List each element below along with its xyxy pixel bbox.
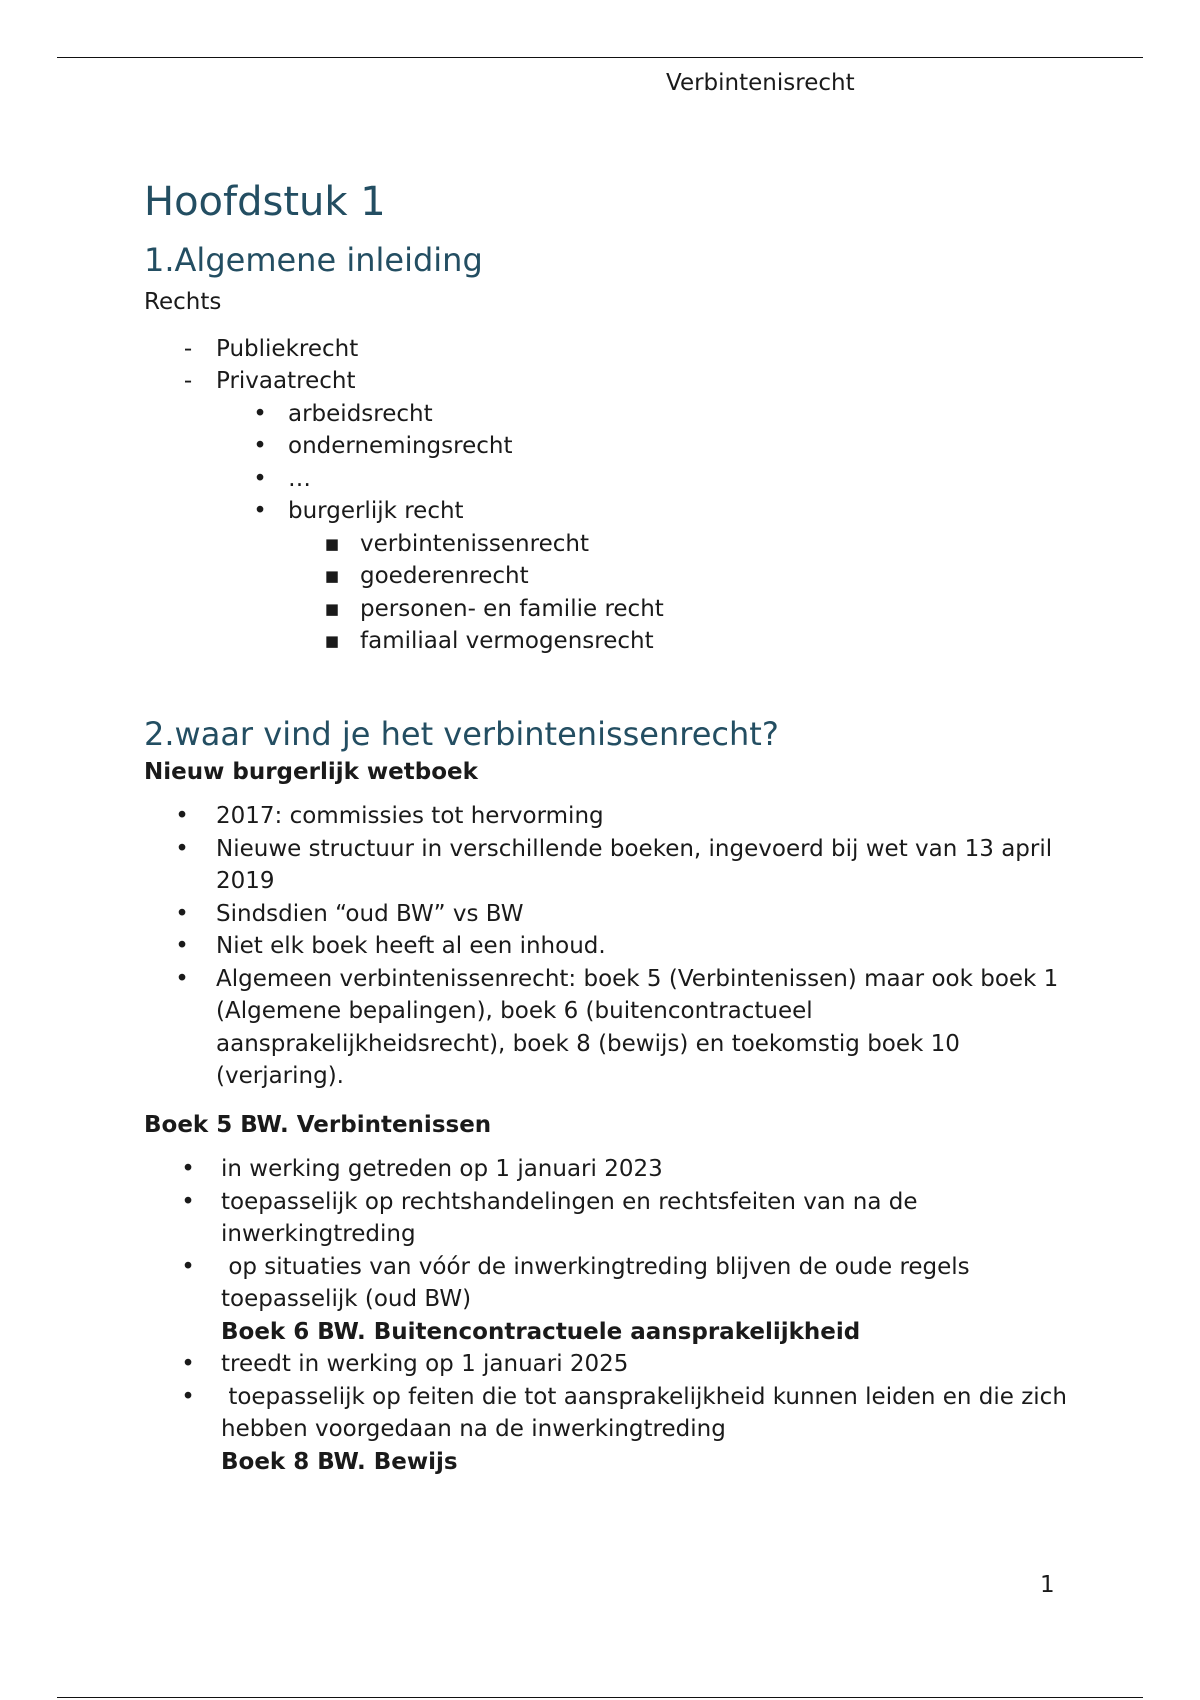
bullet-marker: •	[181, 1383, 195, 1410]
list-item: • Algemeen verbintenissenrecht: boek 5 (Verbintenissen) maar ook boek 1 (Algemene bepalingen), boek 6 (buitencontractueel aansprakelijkheidsrecht), boek 8 (bewijs) en toekomstig boek 10 (verjaring).	[144, 963, 1084, 1093]
dash-marker: -	[183, 368, 193, 394]
square-marker: ▪	[324, 628, 340, 654]
list-item: • 2017: commissies tot hervorming	[144, 800, 1084, 833]
subheading-new-civil-code: Nieuw burgerlijk wetboek	[144, 758, 478, 785]
square-marker: ▪	[324, 563, 340, 589]
list-item: - Publiekrecht	[144, 333, 1084, 366]
list-item: ▪ personen- en familie recht	[288, 593, 1084, 626]
list-item: • burgerlijk recht ▪ verbintenissenrecht ▪ goederenrecht ▪ personen- en familie recht ▪ familiaal vermogensrecht	[216, 495, 1084, 658]
bullet-marker: •	[253, 498, 267, 524]
bullet-marker: •	[253, 400, 267, 427]
list-item: • ondernemingsrecht	[216, 430, 1084, 463]
list-item: • Niet elk boek heeft al een inhoud.	[144, 930, 1084, 963]
list-item: • in werking getreden op 1 januari 2023	[144, 1153, 1084, 1186]
section-title-1: 1.Algemene inleiding	[144, 241, 483, 279]
subheading-book6: Boek 6 BW. Buitencontractuele aansprakelijkheid	[221, 1318, 861, 1345]
running-header-title: Verbintenisrecht	[666, 70, 855, 96]
footer-rule	[57, 1697, 1143, 1698]
list-item: • treedt in werking op 1 januari 2025	[144, 1348, 1084, 1381]
list-item: • toepasselijk op rechtshandelingen en rechtsfeiten van na de inwerkingtreding	[144, 1186, 1084, 1251]
bullet-marker: •	[181, 1156, 195, 1182]
bullet-marker: •	[175, 835, 189, 862]
civil-law-list	[288, 528, 1084, 658]
list-item: ▪ verbintenissenrecht	[288, 528, 1084, 561]
dash-marker: -	[183, 335, 193, 362]
list-item: - Privaatrecht • arbeidsrecht • ondernemingsrecht • … • burgerlijk recht ▪ verbintenissenrecht ▪ goederenrecht ▪ personen- en familie recht ▪ familiaal vermogensrecht	[144, 365, 1084, 658]
square-marker: ▪	[324, 595, 340, 622]
private-law-list	[216, 398, 1084, 658]
bullet-marker: •	[253, 465, 267, 492]
list-item: ▪ familiaal vermogensrecht	[288, 625, 1084, 658]
list-item: • op situaties van vóór de inwerkingtreding blijven de oude regels toepasselijk (oud BW) Boek 6 BW. Buitencontractuele aansprakelijkheid	[144, 1251, 1084, 1349]
bullet-marker: •	[175, 965, 189, 992]
subheading-book8: Boek 8 BW. Bewijs	[221, 1448, 458, 1475]
new-civil-code-list	[144, 800, 1084, 1093]
page-number: 1	[1040, 1572, 1055, 1598]
document-body	[144, 176, 1084, 1478]
bullet-marker: •	[175, 900, 189, 927]
book5-list	[144, 1153, 1084, 1478]
section-title-2: 2.waar vind je het verbintenissenrecht?	[144, 714, 779, 753]
section-intro: Rechts	[144, 289, 222, 315]
bullet-marker: •	[175, 803, 189, 829]
list-item: • toepasselijk op feiten die tot aansprakelijkheid kunnen leiden en die zich hebben voorgedaan na de inwerkingtreding Boek 8 BW. Bewijs	[144, 1381, 1084, 1479]
header-rule	[57, 57, 1143, 58]
law-branches-list	[144, 333, 1084, 658]
bullet-marker: •	[181, 1253, 195, 1280]
bullet-marker: •	[175, 933, 189, 959]
list-item: • Sindsdien “oud BW” vs BW	[144, 898, 1084, 931]
list-item: ▪ goederenrecht	[288, 560, 1084, 593]
list-item: • arbeidsrecht	[216, 398, 1084, 431]
list-item: • Nieuwe structuur in verschillende boeken, ingevoerd bij wet van 13 april 2019	[144, 833, 1084, 898]
bullet-marker: •	[181, 1351, 195, 1377]
chapter-title: Hoofdstuk 1	[144, 179, 386, 225]
square-marker: ▪	[324, 530, 340, 557]
bullet-marker: •	[181, 1188, 195, 1215]
subheading-book5: Boek 5 BW. Verbintenissen	[144, 1111, 492, 1138]
bullet-marker: •	[253, 433, 267, 459]
list-item: • …	[216, 463, 1084, 496]
